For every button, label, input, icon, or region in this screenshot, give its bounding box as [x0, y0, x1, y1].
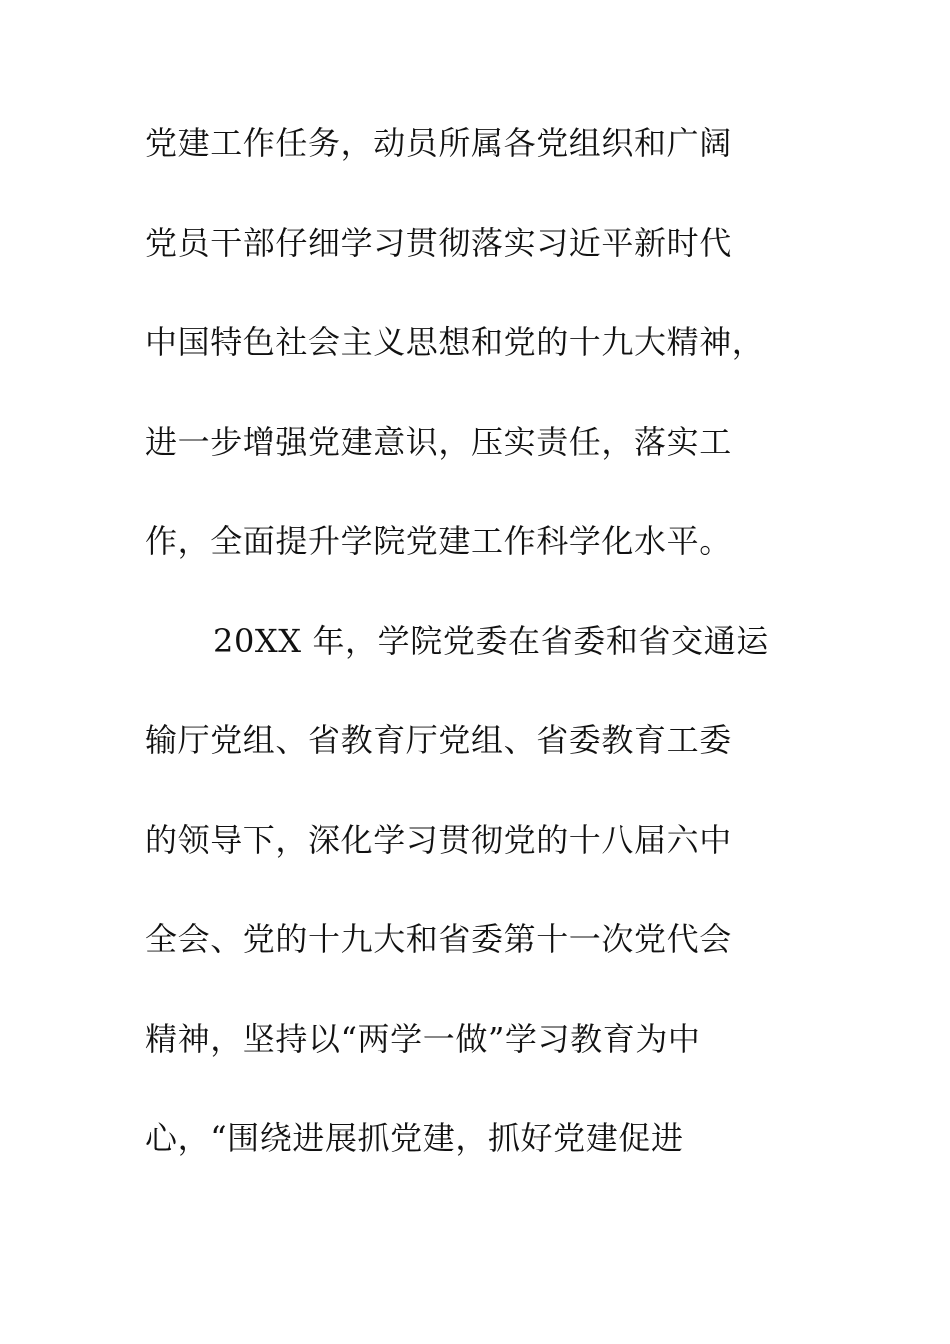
text-line-11: 心，“围绕进展抓党建，抓好党建促进 — [145, 1119, 684, 1157]
body-text — [145, 124, 825, 1222]
text-line-5: 作，全面提升学院党建工作科学化水平。 — [145, 522, 732, 560]
text-line-2: 党员干部仔细学习贯彻落实习近平新时代 — [145, 223, 732, 262]
text-line-8: 的领导下，深化学习贯彻党的十八届六中 — [145, 820, 732, 859]
text-line-3: 中国特色社会主义思想和党的十九大精神， — [145, 323, 765, 361]
text-line-9: 全会、党的十九大和省委第十一次党代会 — [145, 920, 732, 958]
paragraph-start-line: 20XX 年，学院党委在省委和省交通运 — [213, 621, 769, 660]
text-line-1: 党建工作任务，动员所属各党组织和广阔 — [145, 124, 732, 162]
text-line-7: 输厅党组、省教育厅党组、省委教育工委 — [145, 721, 732, 759]
text-line-4: 进一步增强党建意识，压实责任，落实工 — [145, 422, 732, 461]
text-line-10: 精神，坚持以“两学一做”学习教育为中 — [145, 1019, 701, 1058]
